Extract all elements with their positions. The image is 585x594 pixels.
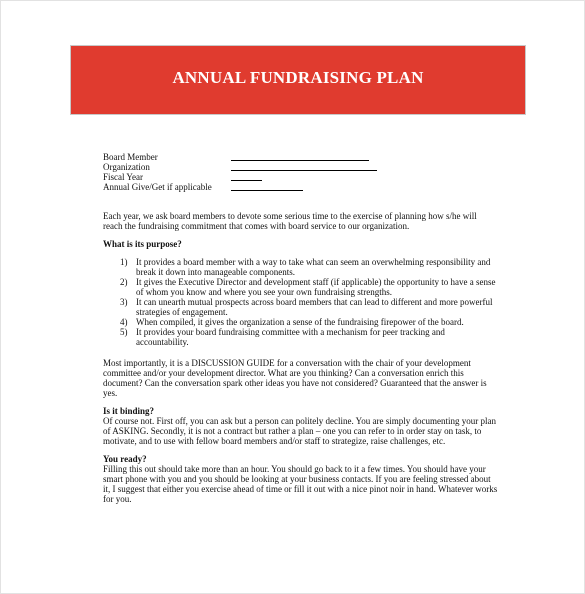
- list-item-text: It provides a board member with a way to take what can seem an overwhelming responsibility and break it down into manageable components.: [136, 257, 491, 277]
- annual-give-label: Annual Give/Get if applicable: [103, 182, 212, 192]
- list-item-text: It provides your board fundraising committee with a mechanism for peer tracking and accountability.: [136, 327, 445, 347]
- list-item-number: 5): [120, 327, 128, 337]
- list-item-text: It can unearth mutual prospects across board members that can lead to different and more powerful strategies of engagement.: [136, 297, 493, 317]
- discussion-paragraph: Most importantly, it is a DISCUSSION GUIDE for a conversation with the chair of your development committee and/or your development director. What are you thinking? Can a conversation enrich this document? Can the conversation spark other ideas you have not considered? Guaranteed that the answer is yes.: [103, 358, 487, 398]
- organization-blank: [231, 162, 391, 172]
- annual-give-blank: [231, 182, 391, 192]
- list-item-number: 4): [120, 317, 128, 327]
- info-fields: [103, 152, 498, 192]
- list-item: [103, 317, 498, 327]
- list-item: [103, 277, 498, 297]
- ready-paragraph: Filling this out should take more than an hour. You should go back to it a few times. You should have your smart phone with you and you should be looking at your business contacts. If you are feeling stressed about it, I suggest that either you exercise ahead of time or fill it out with a nice pinot noir in hand. Whatever works for you.: [103, 464, 498, 504]
- list-item-text: When compiled, it gives the organization a sense of the fundraising firepower of the board.: [136, 317, 464, 327]
- list-item-text: It gives the Executive Director and development staff (if applicable) the opportunity to have a sense of whom you know and where you see your own fundraising strengths.: [136, 277, 496, 297]
- purpose-heading: What is its purpose?: [103, 239, 182, 249]
- intro-paragraph: Each year, we ask board members to devote some serious time to the exercise of planning how s/he will reach the fundraising commitment that comes with board service to our organization.: [103, 211, 477, 231]
- board-member-blank: [231, 152, 391, 162]
- list-item-number: 1): [120, 257, 128, 267]
- document-title: ANNUAL FUNDRAISING PLAN: [172, 68, 424, 87]
- organization-label: Organization: [103, 162, 150, 172]
- ready-heading: You ready?: [103, 454, 147, 464]
- list-item: [103, 327, 498, 347]
- board-member-label: Board Member: [103, 152, 158, 162]
- document-body: [103, 152, 498, 504]
- binding-heading: Is it binding?: [103, 406, 155, 416]
- purpose-list: [103, 257, 498, 347]
- fiscal-year-label: Fiscal Year: [103, 172, 143, 182]
- fiscal-year-blank: [231, 172, 391, 182]
- list-item: [103, 257, 498, 277]
- list-item-number: 2): [120, 277, 128, 287]
- list-item: [103, 297, 498, 317]
- list-item-number: 3): [120, 297, 128, 307]
- binding-paragraph: Of course not. First off, you can ask but a person can politely decline. You are simply documenting your plan of ASKING. Secondly, it is not a contract but rather a plan – one you can refer to in order stay on task, to motivate, and to use with fellow board members and/or staff to strategize, raise challenges, etc.: [103, 416, 497, 446]
- title-banner: [70, 45, 526, 115]
